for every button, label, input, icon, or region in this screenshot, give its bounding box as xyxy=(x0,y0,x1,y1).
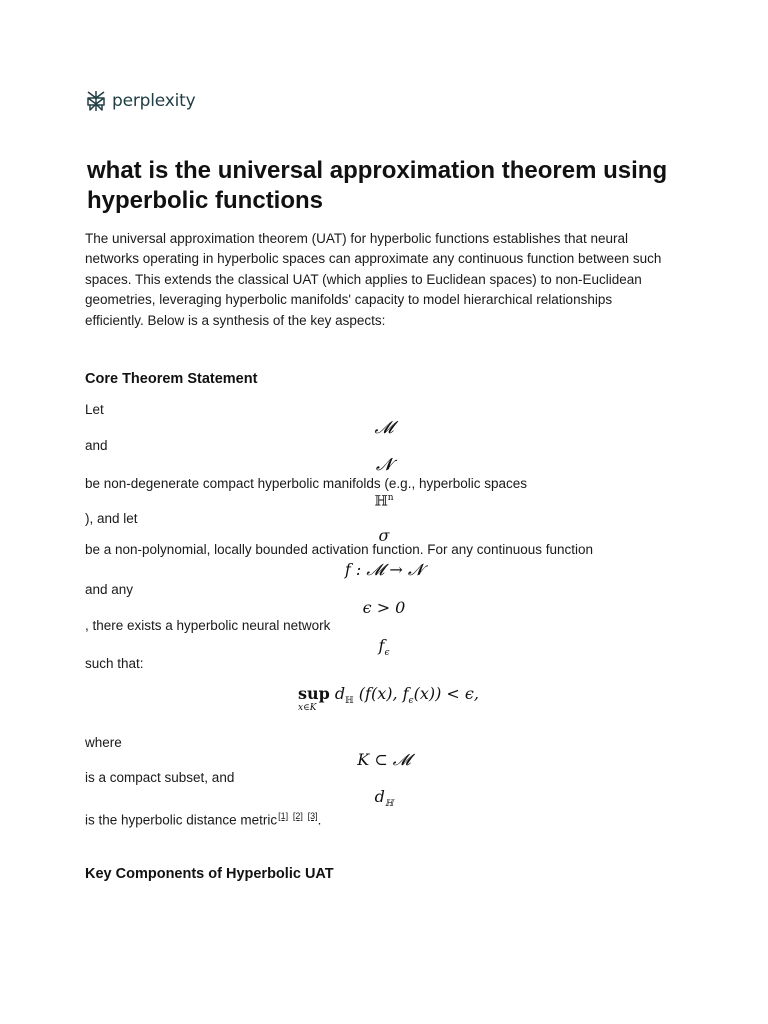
math-f-map: f : 𝓜 → 𝓝 xyxy=(344,560,424,579)
text-such-that: such that: xyxy=(85,656,144,671)
math-f-eps-base: f xyxy=(378,636,385,655)
text-and: and xyxy=(85,438,108,453)
display-equation xyxy=(298,684,479,713)
math-Hn xyxy=(374,493,393,510)
text-there-exists: , there exists a hyperbolic neural network xyxy=(85,618,331,633)
text-non-degenerate: be non-degenerate compact hyperbolic manifolds (e.g., hyperbolic spaces xyxy=(85,476,528,491)
sup-operator xyxy=(298,684,330,713)
perplexity-logo[interactable] xyxy=(86,90,195,112)
math-K-subset: K ⊂ 𝓜 xyxy=(357,750,411,769)
math-Hn-base: ℍ xyxy=(374,493,388,510)
text-activation: be a non-polynomial, locally bounded activation function. For any continuous function xyxy=(85,542,594,557)
math-f-eps-sub: ϵ xyxy=(384,648,390,659)
math-dH-sub: ℍ xyxy=(384,799,394,810)
disp-d-sub: ℍ xyxy=(345,696,354,707)
math-f-eps xyxy=(379,636,390,658)
section-heading-core-theorem: Core Theorem Statement xyxy=(85,371,258,387)
period: . xyxy=(317,812,322,828)
disp-end: (x)) < ϵ, xyxy=(413,684,479,703)
math-dH-base: d xyxy=(374,787,385,806)
text-and-any: and any xyxy=(85,582,134,597)
brand-name: perplexity xyxy=(112,91,196,111)
math-Hn-sup: n xyxy=(387,493,394,503)
text-where: where xyxy=(85,735,122,750)
math-N: 𝓝 xyxy=(375,455,393,475)
text-compact-subset: is a compact subset, and xyxy=(85,770,235,785)
text-let: Let xyxy=(85,402,104,417)
sup-label: sup xyxy=(298,684,330,703)
text-distance-metric xyxy=(85,807,321,830)
disp-d: d xyxy=(334,684,346,703)
intro-paragraph: The universal approximation theorem (UAT) for hyperbolic functions establishes that neural networks operating in hyperbolic spaces can approximate any continuous function between such spaces. This extends the classical UAT (which applies to Euclidean spaces) to non-Euclidean geometries, leveraging hyperbolic manifolds' capacity to model hierarchical relationships efficiently. Below is a synthesis of the key aspects: xyxy=(85,231,662,328)
distance-metric-text: is the hyperbolic distance metric xyxy=(85,812,278,828)
sup-subscript: x∈K xyxy=(298,703,317,713)
section-heading-key-components: Key Components of Hyperbolic UAT xyxy=(85,866,334,882)
citation-2[interactable]: [2] xyxy=(292,811,303,821)
math-dH xyxy=(375,787,394,809)
math-sigma: σ xyxy=(378,526,390,545)
page-title: what is the universal approximation theorem using hyperbolic functions xyxy=(87,157,668,214)
citation-1[interactable]: [1] xyxy=(278,811,289,821)
citation-3[interactable]: [3] xyxy=(307,811,318,821)
math-M: 𝓜 xyxy=(374,418,394,438)
text-and-let: ), and let xyxy=(85,511,138,526)
math-epsilon-positive: ϵ > 0 xyxy=(362,598,406,617)
perplexity-logo-icon xyxy=(86,90,106,112)
disp-body: (f(x), f xyxy=(358,684,409,703)
disp-eps-sub: ϵ xyxy=(408,696,414,707)
